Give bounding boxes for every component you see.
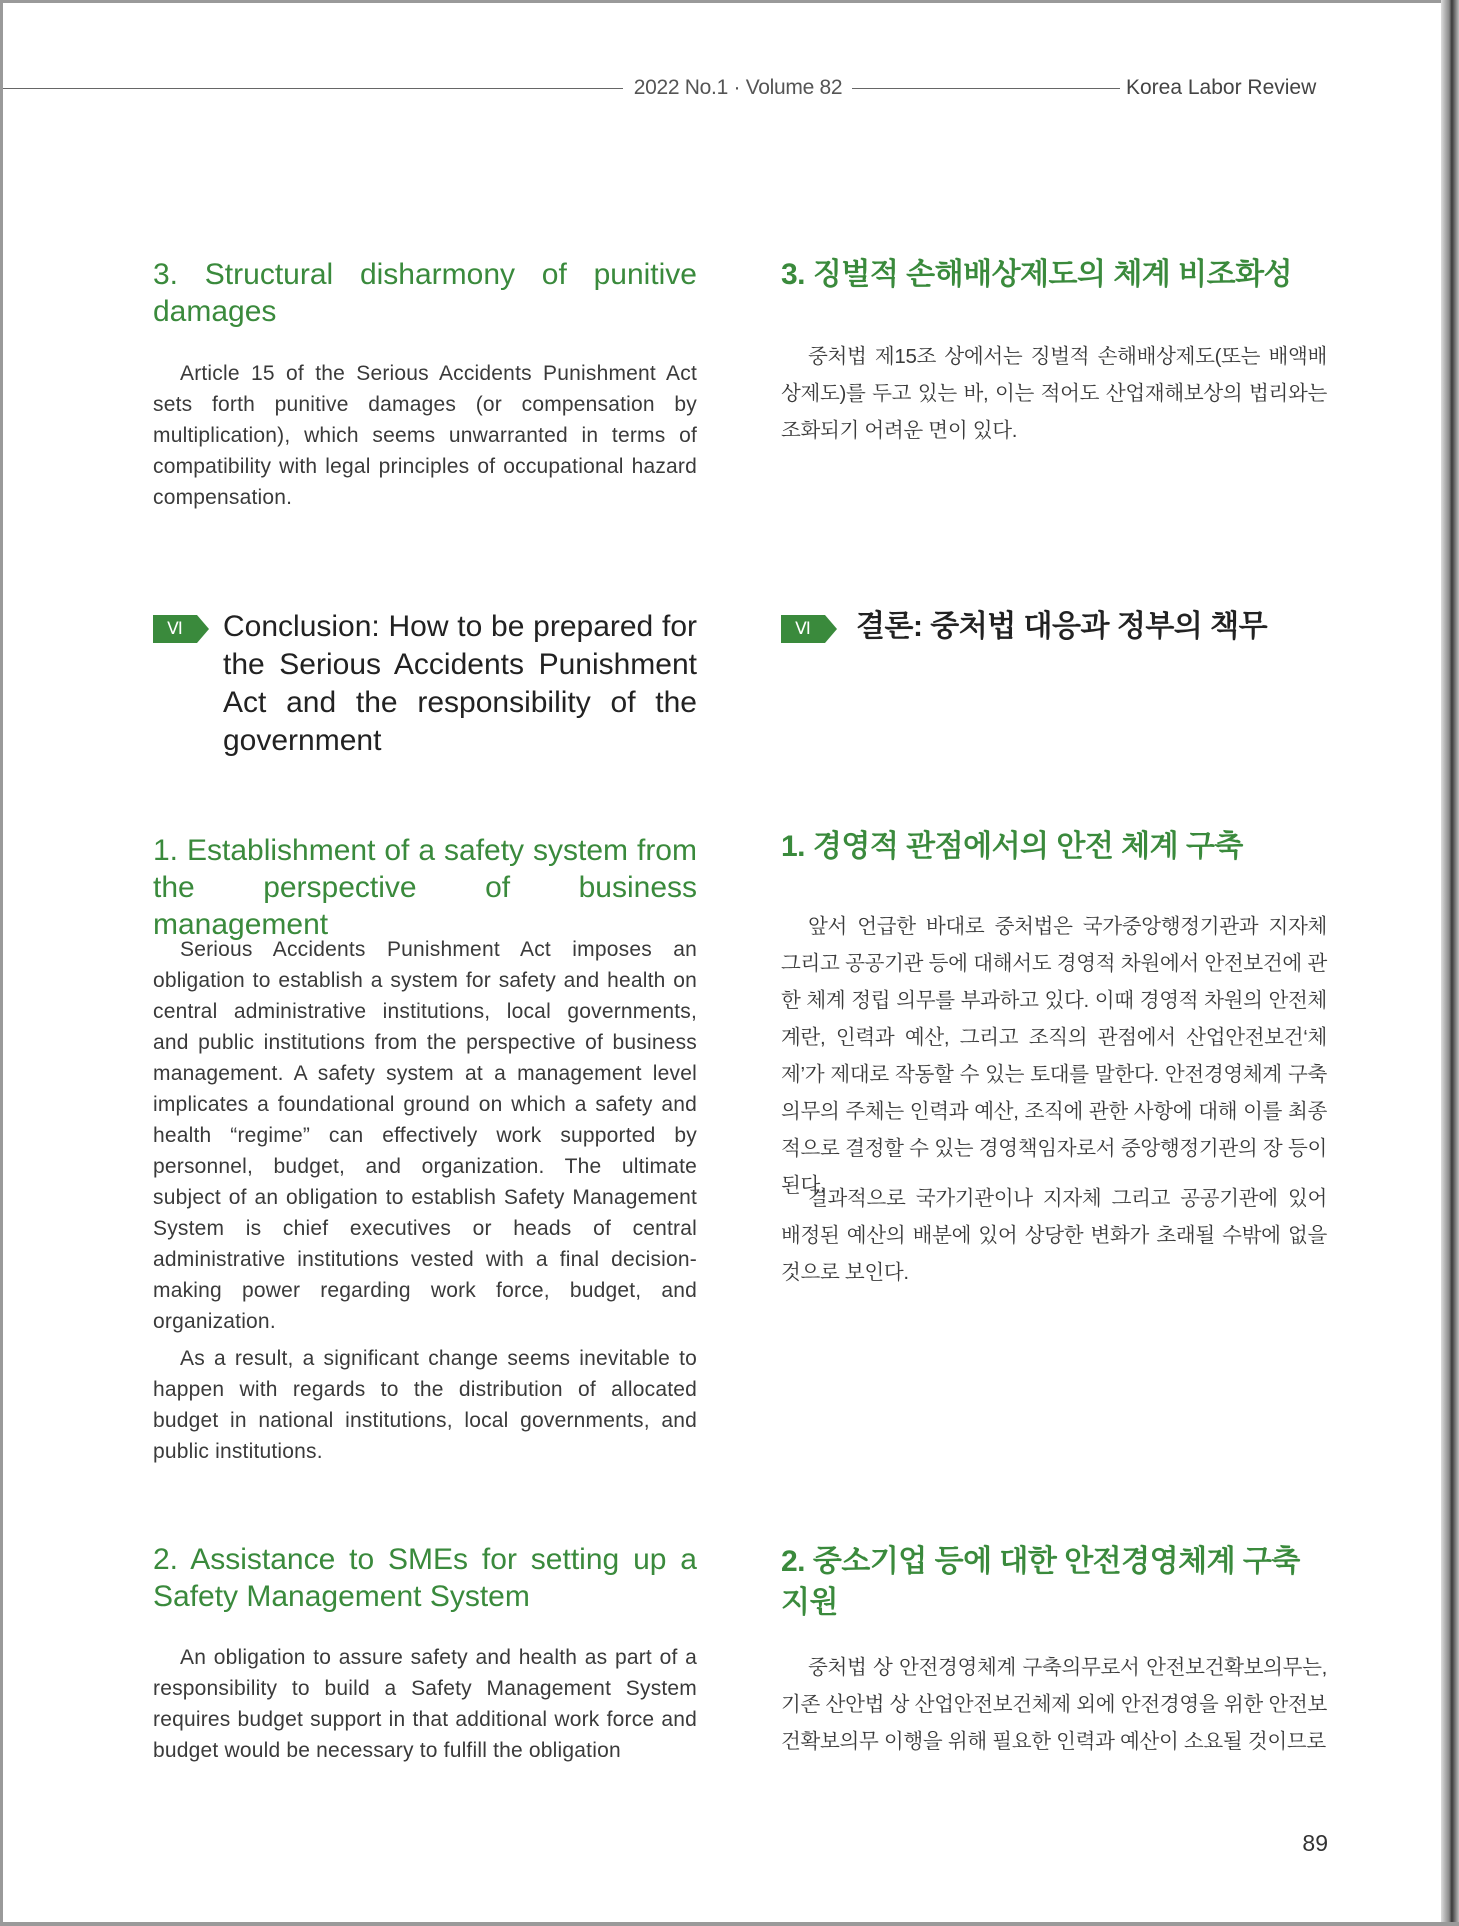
page-edge-bottom [0, 1922, 1459, 1926]
header-journal-name: Korea Labor Review [1126, 76, 1317, 99]
ko-section3-heading: 3. 징벌적 손해배상제도의 체계 비조화성 [781, 258, 1293, 291]
ko-chapter-badge [781, 615, 837, 643]
ko-subsection2-heading: 2. 중소기업 등에 대한 안전경영체계 구축 지원 [781, 1545, 1300, 1619]
header-rule-right [852, 88, 1120, 89]
en-chapter-title: Conclusion: How to be prepared for the Serious Accidents Punishment Act and the responsibility of the government [223, 610, 697, 757]
header-rule-left [3, 88, 623, 89]
ko-subsection1-heading: 1. 경영적 관점에서의 안전 체계 구축 [781, 830, 1243, 863]
ko-chapter-title: 결론: 중처법 대응과 정부의 책무 [856, 610, 1268, 643]
en-subsection2-paragraph: An obligation to assure safety and health as part of a responsibility to build a Safety Management System requires budget support in that additional work force and budget would be necessary to fulfill the obligation [153, 1646, 697, 1762]
ko-section3-paragraph: 중처법 제15조 상에서는 징벌적 손해배상제도(또는 배액배상제도)를 두고 있는 바, 이는 적어도 산업재해보상의 법리와는 조화되기 어려운 면이 있다. [781, 345, 1327, 442]
ko-subsection2-paragraph: 중처법 상 안전경영체계 구축의무로서 안전보건확보의무는, 기존 산안법 상 산업안전보건체제 외에 안전경영을 위한 안전보건확보의무 이행을 위해 필요한 인력과 예산이 소요될 것이므로 [781, 1656, 1327, 1753]
en-section3-heading: 3. Structural disharmony of punitive damages [153, 258, 697, 328]
page-edge-left [0, 0, 3, 1926]
ko-subsection1-paragraph2: 결과적으로 국가기관이나 지자체 그리고 공공기관에 있어 배정된 예산의 배분에 있어 상당한 변화가 초래될 수밖에 없을 것으로 보인다. [781, 1187, 1327, 1284]
ko-chapter-badge-label: Ⅵ [795, 619, 811, 639]
page-edge-right-shadow [1441, 0, 1459, 1926]
ko-subsection1-paragraph1: 앞서 언급한 바대로 중처법은 국가중앙행정기관과 지자체 그리고 공공기관 등에 대해서도 경영적 차원에서 안전보건에 관한 체계 정립 의무를 부과하고 있다. 이때 경영적 차원의 안전체계란, 인력과 예산, 그리고 조직의 관점에서 산업안전보건‘체제’가 제대로 작동할 수 있는 토대를 말한다. 안전경영체계 구축 의무의 주체는 인력과 예산, 조직에 관한 사항에 대해 이를 최종적으로 결정할 수 있는 경영책임자로서 중앙행정기관의 장 등이 된다. [781, 915, 1327, 1197]
page-number: 89 [1302, 1830, 1328, 1856]
en-subsection2-heading: 2. Assistance to SMEs for setting up a Safety Management System [153, 1543, 697, 1613]
en-section3-paragraph: Article 15 of the Serious Accidents Punishment Act sets forth punitive damages (or compensation by multiplication), which seems unwarranted in terms of compatibility with legal principles of occupational hazard compensation. [153, 362, 697, 509]
en-subsection1-heading: 1. Establishment of a safety system from the perspective of business management [153, 834, 697, 941]
en-subsection1-paragraph2: As a result, a significant change seems inevitable to happen with regards to the distribution of allocated budget in national institutions, local governments, and public institutions. [153, 1347, 697, 1463]
en-chapter-badge [153, 615, 209, 643]
en-subsection1-paragraph1: Serious Accidents Punishment Act imposes an obligation to establish a system for safety and health on central administrative institutions, local governments, and public institutions from the perspective of business management. A safety system at a management level implicates a foundational ground on which a safety and health “regime” can effectively work supported by personnel, budget, and organization. The ultimate subject of an obligation to establish Safety Management System is chief executives or heads of central administrative institutions vested with a final decision-making power regarding work force, budget, and organization. [153, 938, 697, 1333]
page-edge-top [0, 0, 1459, 3]
header-issue-label: 2022 No.1 · Volume 82 [633, 76, 843, 99]
en-chapter-badge-label: Ⅵ [167, 619, 183, 639]
